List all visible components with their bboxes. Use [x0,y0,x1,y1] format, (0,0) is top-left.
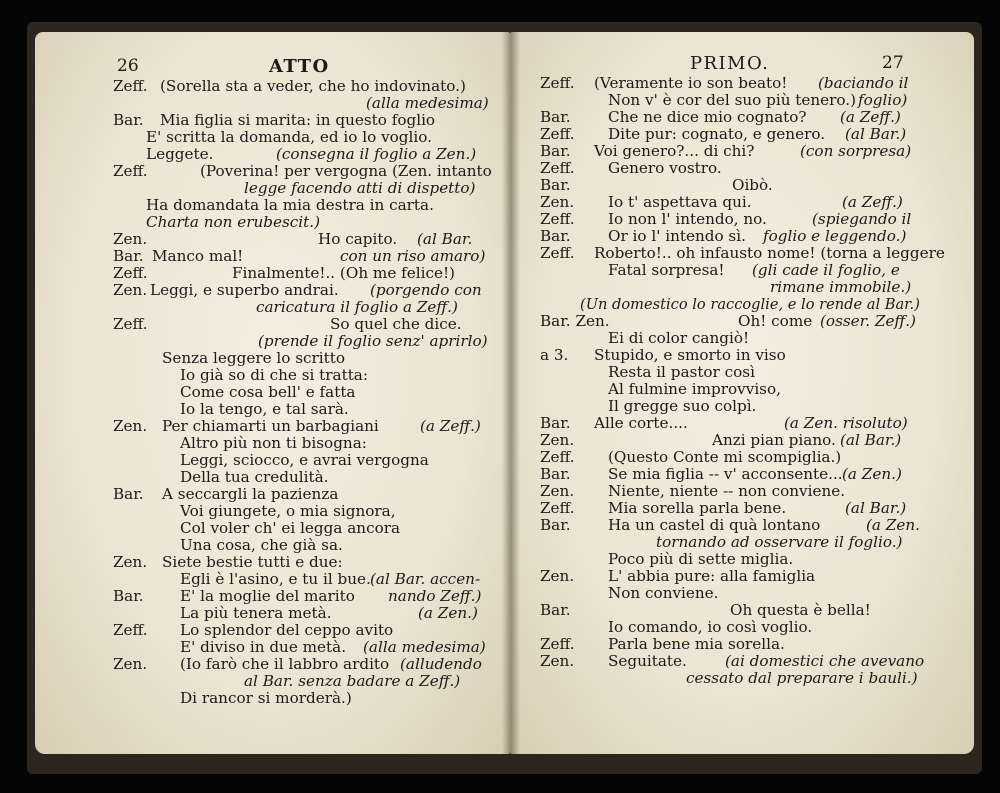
stage-direction: (alludendo [400,655,482,673]
speaker: Zen. [113,230,148,248]
verse-line: L' abbia pure: alla famiglia [608,567,816,585]
verse-line: Stupido, e smorto in viso [594,346,786,364]
speaker: Bar. [540,176,571,194]
speaker: Zeff. [540,210,575,228]
speaker: Bar. [540,227,571,245]
verse-line: Niente, niente -- non conviene. [608,482,846,500]
speaker: Zen. [113,553,148,571]
verse-line: Egli è l'asino, e tu il bue. [180,570,371,588]
stage-direction: foglio) [858,91,908,109]
stage-direction: al Bar. senza badare a Zeff.) [244,672,461,690]
running-head: ATTO [269,56,330,77]
stage-direction: cessato dal preparare i bauli.) [686,669,918,687]
speaker: Bar. [540,414,571,432]
stage-direction: (a Zen. [866,516,920,534]
verse-line: Al fulmine improvviso, [608,380,781,398]
verse-line: Di rancor si morderà.) [180,689,352,707]
verse-line: Mia sorella parla bene. [608,499,787,517]
verse-line: Se mia figlia -- v' acconsente... [608,465,843,483]
stage-direction: (a Zen.) [418,604,478,622]
stage-direction: (alla medesima) [363,638,486,656]
verse-line: E' scritta la domanda, ed io lo voglio. [146,128,432,146]
verse-line: Seguitate. [608,652,687,670]
speaker: Bar. Zen. [540,312,610,330]
verse-line: Per chiamarti un barbagiani [162,417,379,435]
verse-line: Poco più di sette miglia. [608,550,794,568]
stage-direction: (con sorpresa) [800,142,912,160]
verse-line: La più tenera metà. [180,604,332,622]
stage-direction: (baciando il [818,74,909,92]
verse-line: Che ne dice mio cognato? [608,108,807,126]
verse-line: Alle corte.... [594,414,688,432]
stage-direction: caricatura il foglio a Zeff.) [256,298,458,316]
stage-direction: (a Zen. risoluto) [784,414,908,432]
speaker: Zeff. [540,74,575,92]
stage-direction: (consegna il foglio a Zen.) [276,145,477,163]
verse-line: Oh! come [738,312,813,330]
verse-line: Io già so di che si tratta: [180,366,368,384]
running-head: PRIMO. [690,53,770,74]
verse-line: Il gregge suo colpì. [608,397,757,415]
verse-line: Resta il pastor così [608,363,755,381]
stage-direction: (a Zen.) [842,465,902,483]
verse-line: Altro più non ti bisogna: [180,434,367,452]
verse-line: Leggi, e superbo andrai. [150,281,339,299]
speaker: Zeff. [540,448,575,466]
stage-direction: tornando ad osservare il foglio.) [656,533,903,551]
stage-direction: con un riso amaro) [340,247,486,265]
speaker: Zeff. [540,244,575,262]
speaker: Zen. [113,281,148,299]
verse-line: (Sorella sta a veder, che ho indovinato.) [160,77,466,95]
verse-line: (Veramente io son beato! [594,74,788,92]
speaker: Bar. [113,247,144,265]
stage-direction: nando Zeff.) [388,587,482,605]
verse-line: Anzi pian piano. [712,431,836,449]
stage-direction: (al Bar. accen- [370,570,481,588]
verse-line: Ho capito. [318,230,398,248]
stage-direction: (Un domestico lo raccoglie, e lo rende al Bar.) [580,296,920,313]
stage-direction: foglio e leggendo.) [763,227,907,245]
speaker: Bar. [113,485,144,503]
stage-direction: (al Bar. [417,230,473,248]
speaker: Zeff. [540,635,575,653]
verse-line: Col voler ch' ei legga ancora [180,519,401,537]
speaker: Zen. [540,193,575,211]
stage-direction: (a Zeff.) [840,108,901,126]
speaker: Zen. [540,652,575,670]
speaker: Bar. [540,108,571,126]
verse-line: E' la moglie del marito [180,587,355,605]
speaker: Zeff. [540,125,575,143]
verse-line: Mia figlia si marita: in questo foglio [160,111,436,129]
verse-line: Parla bene mia sorella. [608,635,785,653]
speaker: Zen. [540,482,575,500]
stage-direction: (a Zeff.) [420,417,481,435]
speaker: Bar. [113,587,144,605]
verse-line: Io la tengo, e tal sarà. [180,400,349,418]
verse-line: Charta non erubescit.) [146,213,320,231]
speaker: Zen. [113,655,148,673]
verse-line: Io t' aspettava qui. [608,193,752,211]
verse-line: E' diviso in due metà. [180,638,347,656]
verse-line: Lo splendor del ceppo avito [180,621,394,639]
verse-line: Voi genero?... di chi? [594,142,755,160]
verse-line: Roberto!.. oh infausto nome! (torna a leggere [594,244,945,262]
stage-direction: (porgendo con [370,281,482,299]
verse-line: (Poverina! per vergogna (Zen. intanto [200,162,492,180]
verse-line: Oibò. [732,176,773,194]
verse-line: Una cosa, che già sa. [180,536,343,554]
page-number: 27 [882,53,904,73]
speaker: Zeff. [113,315,148,333]
stage-direction: (osser. Zeff.) [820,312,916,330]
stage-direction: (a Zeff.) [842,193,903,211]
verse-line: Fatal sorpresa! [608,261,725,279]
speaker: Zeff. [113,77,148,95]
verse-line: Leggete. [146,145,214,163]
verse-line: Siete bestie tutti e due: [162,553,343,571]
stage-direction: (gli cade il foglio, e [752,261,900,279]
verse-line: Manco mal! [152,247,244,265]
stage-direction: (prende il foglio senz' aprirlo) [258,332,488,350]
speaker: Zeff. [540,159,575,177]
speaker: Bar. [540,142,571,160]
speaker: Zeff. [113,162,148,180]
verse-line: Ei di color cangiò! [608,329,750,347]
stage-direction: (al Bar.) [845,499,907,517]
speaker: Zeff. [113,264,148,282]
verse-line: A seccargli la pazienza [162,485,339,503]
verse-line: Non conviene. [608,584,719,602]
speaker: Zen. [540,431,575,449]
stage-direction: (spiegando il [812,210,912,228]
verse-line: Della tua credulità. [180,468,329,486]
stage-direction: (al Bar.) [840,431,902,449]
verse-line: (Io farò che il labbro ardito [180,655,390,673]
verse-line: Senza leggere lo scritto [162,349,346,367]
speaker: Bar. [540,465,571,483]
verse-line: (Questo Conte mi scompiglia.) [608,448,842,466]
speaker: Zen. [113,417,148,435]
verse-line: Dite pur: cognato, e genero. [608,125,826,143]
stage-direction: (ai domestici che avevano [725,652,925,670]
verse-line: Voi giungete, o mia signora, [180,502,396,520]
speaker: Bar. [540,516,571,534]
speaker: Zen. [540,567,575,585]
verse-line: Finalmente!.. (Oh me felice!) [232,264,455,282]
verse-line: Io non l' intendo, no. [608,210,767,228]
verse-line: Ha un castel di quà lontano [608,516,821,534]
stage-direction: legge facendo atti di dispetto) [244,179,476,197]
verse-line: Non v' è cor del suo più tenero.) [608,91,857,109]
verse-line: Oh questa è bella! [730,601,871,619]
speaker: Bar. [113,111,144,129]
speaker: a 3. [540,346,569,364]
stage-direction: (al Bar.) [845,125,907,143]
speaker: Bar. [540,601,571,619]
verse-line: Or io l' intendo sì. [608,227,746,245]
verse-line: Io comando, io così voglio. [608,618,813,636]
verse-line: Come cosa bell' e fatta [180,383,356,401]
page-number: 26 [117,56,139,76]
stage-direction: (alla medesima) [366,94,489,112]
speaker: Zeff. [113,621,148,639]
verse-line: Leggi, sciocco, e avrai vergogna [180,451,429,469]
stage-direction: rimane immobile.) [770,278,912,296]
verse-line: So quel che dice. [330,315,462,333]
book-gutter [502,32,520,754]
speaker: Zeff. [540,499,575,517]
verse-line: Ha domandata la mia destra in carta. [146,196,434,214]
verse-line: Genero vostro. [608,159,722,177]
